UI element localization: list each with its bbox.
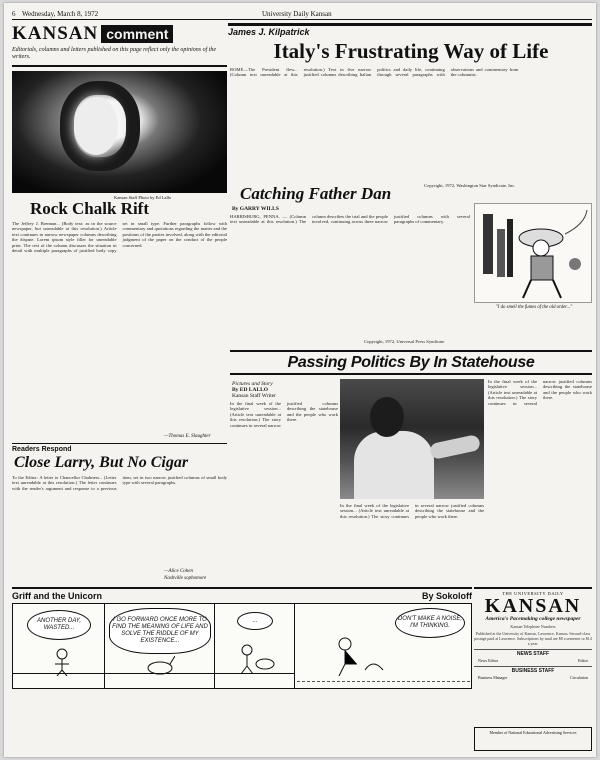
statehouse-body-left: In the final week of the legislative session... (Article text unreadable at this resolution.) The story continues in several narrow justified columns describing the statehouse and the people who work there. <box>230 401 338 428</box>
italy-copyright: Copyright, 1972, Washington Star Syndicate, Inc. <box>424 183 516 188</box>
comic-title: Griff and the Unicorn <box>12 591 102 601</box>
staff-row <box>474 675 592 680</box>
ground-line <box>105 673 214 674</box>
statehouse-body-under: In the final week of the legislative session... (Article text unreadable at this resolution.) The story continues in several narrow justified columns describing the statehouse and the people who work there. <box>340 503 484 519</box>
comic-strip <box>12 603 472 689</box>
statehouse-headline: Passing Politics By In Statehouse <box>287 353 535 371</box>
comic-bubble-4: DON'T MAKE A NOISE, I'M THINKING. <box>395 608 465 638</box>
masthead-name: KANSAN <box>484 595 582 617</box>
statehouse-banner <box>230 350 592 375</box>
comment-subtitle: Editorials, columns and letters published on this page reflect only the opinions of the writers. <box>12 47 217 60</box>
advertising-member-box: Member of National Educational Advertising Services <box>474 727 592 751</box>
page-date: Wednesday, March 8, 1972 <box>22 10 99 18</box>
italy-body: ROME—The President flew... (Column text unreadable at this resolution.) Text in five narrow justified columns describing Italian politics and daily life, continuing through several paragraphs with observations and commentary from the columnist. <box>230 67 519 78</box>
folio-line <box>12 8 592 20</box>
comic-bubble-3: ... <box>237 612 273 630</box>
news-staff-heading: NEWS STAFF <box>474 649 592 657</box>
ground-line <box>13 673 104 674</box>
comic-panel-1 <box>13 604 105 688</box>
comic-panel-4 <box>295 604 472 688</box>
staff-role: Editor <box>578 658 588 663</box>
woman-photo <box>12 71 227 193</box>
letter-signoff-name: —Alice Cohen <box>164 569 194 574</box>
rock-chalk-headline: Rock Chalk Rift <box>30 199 150 218</box>
photo-face-shape <box>74 97 118 155</box>
masthead-university: THE UNIVERSITY DAILY <box>502 591 564 596</box>
rock-chalk-signoff: —Thomas E. Slaughter <box>164 434 211 439</box>
catching-copyright: Copyright, 1972, Universal Press Syndicate <box>364 339 445 344</box>
catching-byline: By GARRY WILLS <box>232 206 279 212</box>
readers-respond-label: Readers Respond <box>12 443 227 453</box>
statehouse-byline-role: Kansan Staff Writer <box>232 393 276 399</box>
kansan-comment-logo <box>12 25 173 43</box>
logo-comment: comment <box>101 25 173 43</box>
newspaper-page <box>4 3 596 757</box>
cartoon-drawing <box>475 204 593 304</box>
statehouse-byline-label: Pictures and Story <box>232 381 273 387</box>
italy-headline: Italy's Frustrating Way of Life <box>273 39 549 63</box>
close-larry-headline: Close Larry, But No Cigar <box>14 454 189 471</box>
statehouse-byline: By ED LALLO <box>232 387 269 393</box>
ground-line <box>215 673 294 674</box>
water-line <box>297 676 470 682</box>
photo-credit: Kansan Staff Photo by Ed Lallo <box>114 195 172 200</box>
griff-figure-icon <box>47 648 77 676</box>
comic-bubble-2: I GO FORWARD ONCE MORE TO FIND THE MEANING OF LIFE AND SOLVE THE RIDDLE OF MY EXISTENCE... <box>109 608 211 654</box>
staff-role: Business Manager <box>478 675 508 680</box>
staff-role: Circulation <box>570 675 588 680</box>
staff-row <box>474 658 592 663</box>
letter-body: To the Editor: A letter to Chancellor Chalmers... (Letter text unreadable at this resolution.) The letter continues with the reader's argument and response to a previous item, set in two narrow justified columns of small body type with several paragraphs. <box>12 475 227 491</box>
masthead <box>474 587 592 747</box>
business-staff-heading: BUSINESS STAFF <box>474 666 592 674</box>
comic-bubble-1: ANOTHER DAY, WASTED... <box>27 610 91 640</box>
rock-chalk-body: The Jeffrey J. Brennan... (Body text: as in the source newspaper, but unreadable at this resolution.) Article text continues in narrow newspaper columns describing the dispute. Lorem ipsum style filler for unreadable print. The rest of the column discusses the situation in detail with multiple paragraphs of justified body copy set in small type. Further paragraphs follow with commentary and quotations regarding the matter and the positions of the parties involved, along with the editorial judgment of the paper on the conduct of the people concerned. <box>12 221 227 254</box>
logo-kansan: KANSAN <box>12 23 99 44</box>
statehouse-photo <box>340 379 484 499</box>
walking-figure-icon <box>235 644 275 674</box>
photo-man-arm <box>429 434 481 460</box>
masthead-phones: Kansan Telephone Numbers <box>510 624 556 629</box>
sitting-figure-icon <box>325 634 385 678</box>
photo-man-head <box>370 397 404 437</box>
editorial-cartoon <box>474 203 592 303</box>
page-number: 6 <box>12 10 16 18</box>
staff-role: News Editor <box>478 658 499 663</box>
statehouse-body-right: In the final week of the legislative session... (Article text unreadable at this resolution.) The story continues in several narrow justified columns describing the statehouse and the people who work there. <box>488 379 592 406</box>
comment-header <box>12 23 227 67</box>
comic-panel-3 <box>215 604 295 688</box>
masthead-tagline: America's Pacemaking college newspaper <box>485 616 581 622</box>
comic-strip-header <box>12 587 472 601</box>
catching-body: HARRISBURG, PENNA. — (Column text unreadable at this resolution.) The column describes the trial and the people involved, continuing across three narrow justified columns with several paragraphs of commentary. <box>230 214 470 225</box>
letter-signoff-town: Nashville sophomore <box>164 576 207 581</box>
comic-author: By Sokoloff <box>421 591 472 601</box>
masthead-publication-info: Published at the University of Kansas, Lawrence, Kansas. Second-class postage paid at Lawrence. Subscriptions by mail are $8 a semester or $14 a year. <box>474 631 592 646</box>
columnist-name: James J. Kilpatrick <box>228 23 592 35</box>
catching-headline: Catching Father Dan <box>240 184 392 203</box>
paper-name: University Daily Kansan <box>262 10 332 18</box>
comic-panel-2 <box>105 604 215 688</box>
cartoon-caption: "I do smell the fumes of the old order..." <box>495 305 573 310</box>
photo-man-body <box>354 431 434 499</box>
